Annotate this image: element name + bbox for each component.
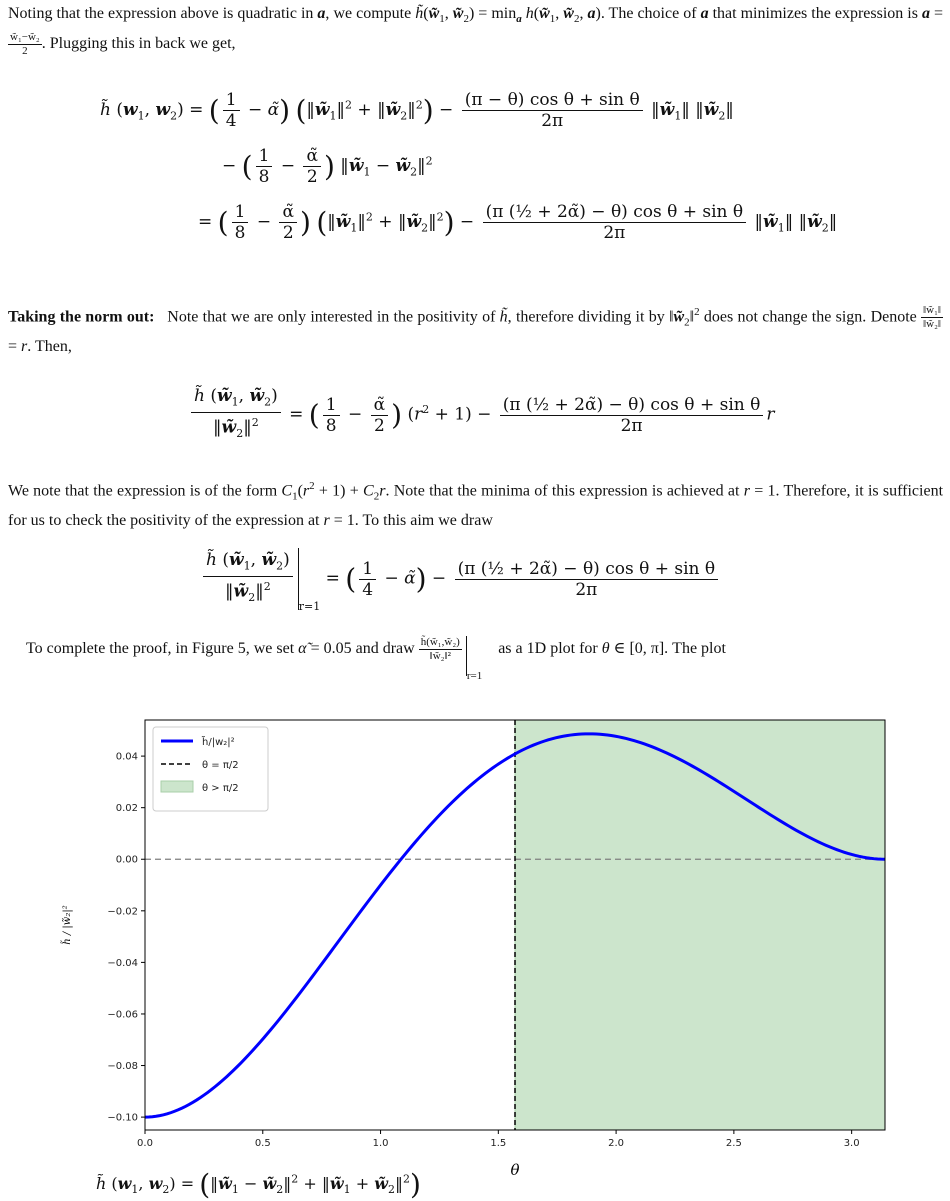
legend-label-region: θ > π/2 [202,783,239,794]
norm-heading: Taking the norm out: [8,308,155,326]
x-axis-label: θ [510,1161,520,1179]
y-tick-label: −0.10 [107,1112,138,1124]
x-tick-label: 3.0 [843,1138,860,1149]
paragraph-2: Taking the norm out: Note that we are only interested in the positivity of h̃, therefore dividing it by $‖w̃_2‖^2$ does not change the sign. Denote $\frac{\text{‖w̃₁‖}}{\text{‖w̃₂‖}}$ = r. Then, [8,304,942,355]
y-tick-label: −0.06 [107,1009,138,1021]
p3-c: . Therefore, it is sufficient for us to check the positivity of the expression at [8,482,944,529]
p1-a: Noting that the expression above is quadratic in [8,5,318,22]
equation-normalized: $\frac{h̃ (w̃_1, w̃_2)}{‖w̃_2‖^2}$ = ( $\frac{1}{8}$ − $\frac{\alphã}{2}$ ) $(r^2 + 1)$ − $\frac{\text{(π (½ + 2α̃) − θ) cos θ + sin θ}}{2\pi}$ r [188,386,774,444]
p2-d: . Then, [27,337,72,355]
p4-a: To complete the proof, in Figure 5, we set [26,640,299,658]
legend-swatch-region [161,781,193,792]
y-tick-label: 0.02 [115,803,138,815]
x-tick-label: 1.0 [372,1138,389,1149]
paragraph-3: We note that the expression is of the form $C_1(r^2 + 1) + C_2r$. Note that the minima of this expression is achieved at r = 1. Therefore, it is sufficient for us to check the positivity of the expression at r = 1. To this aim we draw [8,480,944,529]
figure-5-chart [60,705,900,1180]
x-tick-label: 1.5 [490,1138,507,1149]
paragraph-1: Noting that the expression above is quadratic in a, we compute $h̃(w̃_1$, $w̃_2) = \min_a$ $h(w̃_1$, $w̃_2$, a). The choice of a that minimizes the expression is a = $\frac{\text{w̃₁−w̃₂}}{2}$ . Plugging this in back we get, [8,5,944,58]
p1-c: . The choice of [600,5,701,22]
legend-label-curve: h̃/|w₂|² [202,737,235,748]
shaded-region-theta-gt-pi-half [515,720,885,1130]
p3-a: We note that the expression is of the form [8,482,282,500]
legend-label-pi-half: θ = π/2 [202,760,239,771]
equation-trailing: h̃ ($w_1$, $w_2$) = ($‖w̃_1$ − $w̃_2‖^2$ + $‖w̃_1$ + $w̃_2‖^2$) [96,1168,421,1201]
p2-b: , therefore dividing it by [507,308,669,326]
p4-c: as a 1D plot for [494,640,602,658]
equation-h-tilde-line-3: = ( $\frac{1}{8}$ − $\frac{\alphã}{2}$ ) ($‖w̃_1‖^2$ + $‖w̃_2‖^2$) − $\frac{\text{(π (½ + 2α̃) − θ) cos θ + sin θ}}{2\pi}$ $‖w̃_1‖$ $‖w̃_2‖$ [198,202,838,243]
p3-d: . To this aim we draw [354,511,493,529]
y-tick-label: 0.04 [115,751,138,763]
paragraph-4: To complete the proof, in Figure 5, we set α̃ = 0.05 and draw $\frac{\text{h̃(w̃₁,w̃₂)}}{\text{‖w̃₂‖²}}$ $_{r=1}$ as a 1D plot for θ ∈ [0, π]. The plot [26,636,726,683]
p4-b: and draw [351,640,419,658]
x-tick-label: 0.5 [254,1138,271,1149]
p4-d: . The plot [664,640,726,658]
y-axis-label: h̃ / |w̃₂|² [62,905,73,945]
p2-a: Note that we are only interested in the positivity of [167,308,500,326]
y-tick-label: −0.04 [107,957,138,969]
x-tick-label: 2.5 [725,1138,742,1149]
y-tick-label: 0.00 [115,854,138,866]
p1-e: . Plugging this in back we get, [41,35,236,53]
p1-b: , we compute [325,5,416,22]
y-tick-label: −0.08 [107,1061,138,1073]
y-tick-label: −0.02 [107,906,138,918]
equation-h-tilde-line-2: − ( $\frac{1}{8}$ − $\frac{\alphã}{2}$ ) $‖w̃_1$ − $w̃_2‖^2$ [222,146,433,187]
p2-c: does not change the sign. Denote [699,308,922,326]
equation-h-tilde-line-1: h̃ ($w_1$, $w_2$) = ( $\frac{1}{4}$ − α̃) ($‖w̃_1‖^2$ + $‖w̃_2‖^2$) − $\frac{\text{(π − θ) cos θ + sin θ}}{2\pi}$ $‖w̃_1‖$ $‖w̃_2‖$ [100,90,734,131]
equation-at-r1: $\frac{h̃ (w̃_1, w̃_2)}{‖w̃_2‖^2}$ $_{r=1}$ = ( $\frac{1}{4}$ − α̃) − $\frac{\text{(π (½ + 2α̃) − θ) cos θ + sin θ}}{2\pi}$ [200,548,721,610]
chart-legend [153,727,268,811]
p3-b: . Note that the minima of this expression is achieved at [385,482,744,500]
x-tick-label: 2.0 [608,1138,625,1149]
p1-d: that minimizes the expression is [708,5,922,22]
x-tick-label: 0.0 [137,1138,153,1149]
